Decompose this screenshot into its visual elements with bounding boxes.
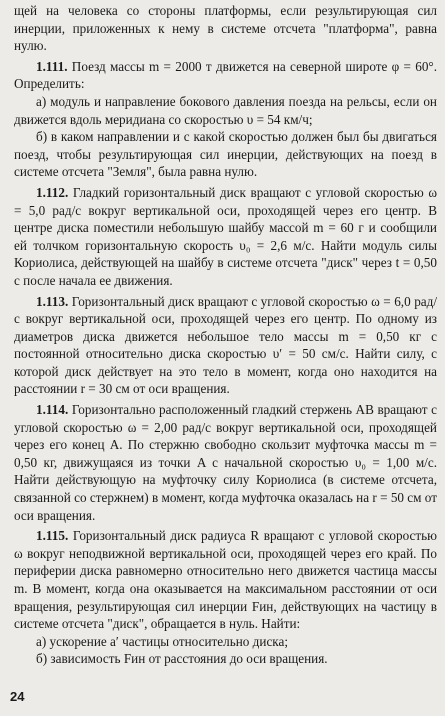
problem-1-115-part-a: а) ускорение a′ частицы относительно диска; [36,633,289,649]
problem-1-115 [14,527,437,633]
problem-1-114 [14,401,437,524]
problem-text: Поезд массы m = 2000 т движется на северной широте φ = 60°. Определить: [14,58,437,92]
intro-paragraph: щей на человека со стороны платформы, если результирующая сил инерции, приложенных к нему в системе отсчета "платформа", равна нулю. [14,3,437,54]
problem-1-112 [14,184,437,290]
page-number: 24 [10,689,25,704]
problem-1-113 [14,293,437,399]
problem-number: 1.113. [36,293,69,309]
problem-1-115-part-b: б) зависимость Fин от расстояния до оси вращения. [36,651,328,667]
problem-text: Горизонтальный диск вращают с угловой скоростью ω = 6,0 рад/с вокруг вертикальной оси, проходящей через его центр. По одному из диаметров диска движется небольшое тело массы m = 0,50 кг с постоянной относительно диска скоростью υ′ = 50 см/с. Найти силу, с которой диск действует на это тело в момент, когда оно находится на расстоянии r = 30 см от оси вращения. [14,293,438,397]
problem-number: 1.115. [36,528,69,544]
problem-1-111-part-b: б) в каком направлении и с какой скоростью должен был бы двигаться поезд, чтобы результирующая сил инерции, действующих на поезд в системе отсчета "Земля", была равна нулю. [14,129,437,180]
problem-text: Горизонтально расположенный гладкий стержень AB вращают с угловой скоростью ω = 2,00 рад/с вокруг вертикальной оси, проходящей через его конец A. По стержню свободно скользит муфточка массы m = 0,50 кг, движущаяся из точки A с начальной скоростью υ₀ = 1,00 м/с. Найти действующую на муфточку силу Кориолиса (в системе отсчета, связанной со стержнем) в момент, когда муфточка оказалась на r = 50 см от оси вращения. [14,402,437,523]
problem-number: 1.111. [36,58,68,74]
problem-1-111 [14,58,437,93]
problem-number: 1.112. [36,184,69,200]
problem-number: 1.114. [36,402,69,418]
problem-text: Горизонтальный диск радиуса R вращают с угловой скоростью ω вокруг неподвижной вертикальной оси, проходящей через его край. По периферии диска равномерно относительно него движется частица массы m. В момент, когда она оказывается на максимальном расстоянии от оси вращения, результирующая сил инерции Fин, действующих на частицу в системе отсчета "диск", обращается в нуль. Найти: [14,528,437,632]
problem-text: Гладкий горизонтальный диск вращают с угловой скоростью ω = 5,0 рад/с вокруг вертикальной оси, проходящей через его центр. В центре диска поместили небольшую шайбу массой m = 60 г и сообщили ей толчком горизонтальную скорость υ₀ = 2,6 м/с. Найти модуль силы Кориолиса, действующей на шайбу в системе отсчета "диск" через t = 0,50 с после начала ее движения. [14,184,438,288]
problem-1-111-part-a: а) модуль и направление бокового давления поезда на рельсы, если он движется вдоль меридиана со скоростью υ = 54 км/ч; [14,93,437,127]
